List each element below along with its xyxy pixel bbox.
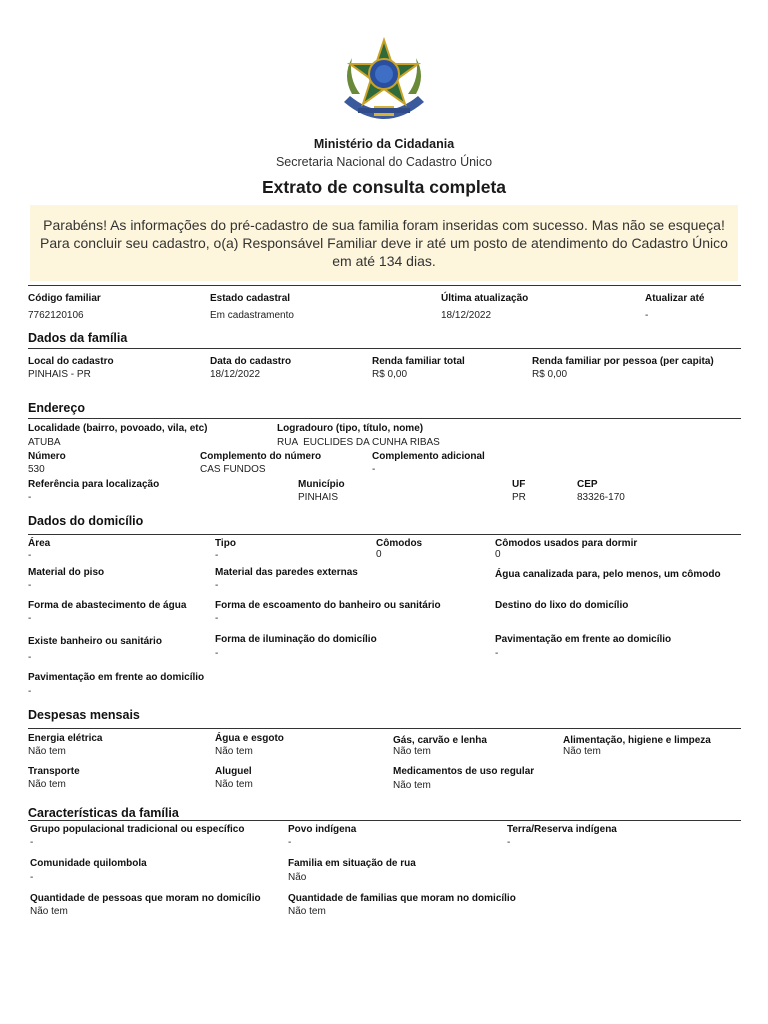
divider (28, 285, 741, 286)
gas-value: Não tem (393, 746, 431, 757)
success-notice: Parabéns! As informações do pré-cadastro de sua familia foram inseridas com sucesso. Mas não se esqueça! Para concluir seu cadastro, o(a) Responsável Familiar deve ir até um posto de atendimento do Cadastro Único em até 134 dias. (30, 205, 738, 281)
transporte-value: Não tem (28, 779, 66, 790)
atualizar-ate-value: - (645, 310, 649, 321)
local-cadastro-value: PINHAIS - PR (28, 369, 91, 380)
povo-indigena-value: - (288, 837, 292, 848)
agua-esgoto-value: Não tem (215, 746, 253, 757)
material-piso-label: Material do piso (28, 567, 105, 578)
aluguel-label: Aluguel (215, 766, 252, 777)
situacao-rua-label: Familia em situação de rua (288, 858, 416, 869)
agua-canalizada-label: Água canalizada para, pelo menos, um cômodo (495, 569, 721, 580)
divider (28, 820, 741, 821)
pavimentacao-value: - (495, 648, 499, 659)
tipo-label: Tipo (215, 538, 236, 549)
data-cadastro-label: Data do cadastro (210, 356, 292, 367)
energia-value: Não tem (28, 746, 66, 757)
referencia-label: Referência para localização (28, 479, 160, 490)
transporte-label: Transporte (28, 766, 80, 777)
divider (28, 348, 741, 349)
pavimentacao-label: Pavimentação em frente ao domicílio (495, 634, 672, 645)
municipio-value: PINHAIS (298, 492, 339, 503)
iluminacao-label: Forma de iluminação do domicílio (215, 634, 377, 645)
page-title: Extrato de consulta completa (261, 177, 507, 197)
medicamentos-label: Medicamentos de uso regular (393, 766, 535, 777)
aluguel-value: Não tem (215, 779, 253, 790)
material-piso-value: - (28, 580, 32, 591)
divider (28, 728, 741, 729)
complemento-adicional-value: - (372, 464, 376, 475)
codigo-familiar-value: 7762120106 (28, 310, 84, 321)
abastecimento-agua-label: Forma de abastecimento de água (28, 600, 187, 611)
secretariat-name: Secretaria Nacional do Cadastro Único (275, 155, 493, 169)
renda-total-value: R$ 0,00 (372, 369, 408, 380)
renda-per-capita-value: R$ 0,00 (532, 369, 568, 380)
uf-value: PR (512, 492, 526, 503)
numero-label: Número (28, 451, 66, 462)
brazil-coat-of-arms-icon (338, 36, 430, 126)
area-value: - (28, 550, 32, 561)
renda-total-label: Renda familiar total (372, 356, 465, 367)
destino-lixo-label: Destino do lixo do domicílio (495, 600, 629, 611)
grupo-populacional-value: - (30, 837, 34, 848)
comodos-dormir-value: 0 (495, 549, 501, 560)
atualizar-ate-label: Atualizar até (645, 293, 705, 304)
numero-value: 530 (28, 464, 45, 475)
section-title-caracteristicas: Características da família (28, 806, 179, 820)
referencia-value: - (28, 492, 32, 503)
data-cadastro-value: 18/12/2022 (210, 369, 261, 380)
cep-value: 83326-170 (577, 492, 625, 503)
logradouro-value: RUA EUCLIDES DA CUNHA RIBAS (277, 437, 440, 448)
section-title-despesas: Despesas mensais (28, 708, 140, 722)
section-title-familia: Dados da família (28, 331, 128, 345)
povo-indigena-label: Povo indígena (288, 824, 357, 835)
material-paredes-label: Material das paredes externas (215, 567, 358, 578)
codigo-familiar-label: Código familiar (28, 293, 101, 304)
quantidade-pessoas-value: Não tem (30, 906, 68, 917)
quantidade-pessoas-label: Quantidade de pessoas que moram no domicílio (30, 893, 261, 904)
gas-label: Gás, carvão e lenha (393, 735, 487, 746)
complemento-adicional-label: Complemento adicional (372, 451, 485, 462)
energia-label: Energia elétrica (28, 733, 103, 744)
ultima-atualizacao-label: Última atualização (441, 293, 529, 304)
renda-per-capita-label: Renda familiar por pessoa (per capita) (532, 356, 714, 367)
abastecimento-agua-value: - (28, 613, 32, 624)
material-paredes-value: - (215, 580, 219, 591)
comodos-value: 0 (376, 549, 382, 560)
tipo-value: - (215, 550, 219, 561)
quantidade-familias-label: Quantidade de familias que moram no domicílio (288, 893, 516, 904)
ministry-name: Ministério da Cidadania (313, 137, 455, 151)
section-title-endereco: Endereço (28, 401, 85, 415)
ultima-atualizacao-value: 18/12/2022 (441, 310, 492, 321)
pavimentacao-2-label: Pavimentação em frente ao domicílio (28, 672, 205, 683)
terra-indigena-value: - (507, 837, 511, 848)
quilombola-value: - (30, 872, 34, 883)
agua-esgoto-label: Água e esgoto (215, 733, 284, 744)
localidade-label: Localidade (bairro, povoado, vila, etc) (28, 423, 208, 434)
section-title-domicilio: Dados do domicílio (28, 514, 144, 528)
grupo-populacional-label: Grupo populacional tradicional ou específico (30, 824, 245, 835)
estado-cadastral-value: Em cadastramento (210, 310, 294, 321)
localidade-value: ATUBA (28, 437, 61, 448)
medicamentos-value: Não tem (393, 780, 431, 791)
uf-label: UF (512, 479, 526, 490)
pavimentacao-2-value: - (28, 686, 32, 697)
escoamento-label: Forma de escoamento do banheiro ou sanitário (215, 600, 441, 611)
divider (28, 534, 741, 535)
complemento-value: CAS FUNDOS (200, 464, 266, 475)
quantidade-familias-value: Não tem (288, 906, 326, 917)
municipio-label: Município (298, 479, 345, 490)
logradouro-label: Logradouro (tipo, título, nome) (277, 423, 424, 434)
comodos-label: Cômodos (376, 538, 423, 549)
terra-indigena-label: Terra/Reserva indígena (507, 824, 617, 835)
cep-label: CEP (577, 479, 598, 490)
local-cadastro-label: Local do cadastro (28, 356, 114, 367)
banheiro-value: - (28, 652, 32, 663)
quilombola-label: Comunidade quilombola (30, 858, 147, 869)
comodos-dormir-label: Cômodos usados para dormir (495, 538, 638, 549)
banheiro-label: Existe banheiro ou sanitário (28, 636, 162, 647)
area-label: Área (28, 538, 51, 549)
divider (28, 418, 741, 419)
alimentacao-label: Alimentação, higiene e limpeza (563, 735, 711, 746)
escoamento-value: - (215, 613, 219, 624)
alimentacao-value: Não tem (563, 746, 601, 757)
iluminacao-value: - (215, 648, 219, 659)
estado-cadastral-label: Estado cadastral (210, 293, 291, 304)
complemento-label: Complemento do número (200, 451, 322, 462)
situacao-rua-value: Não (288, 872, 307, 883)
